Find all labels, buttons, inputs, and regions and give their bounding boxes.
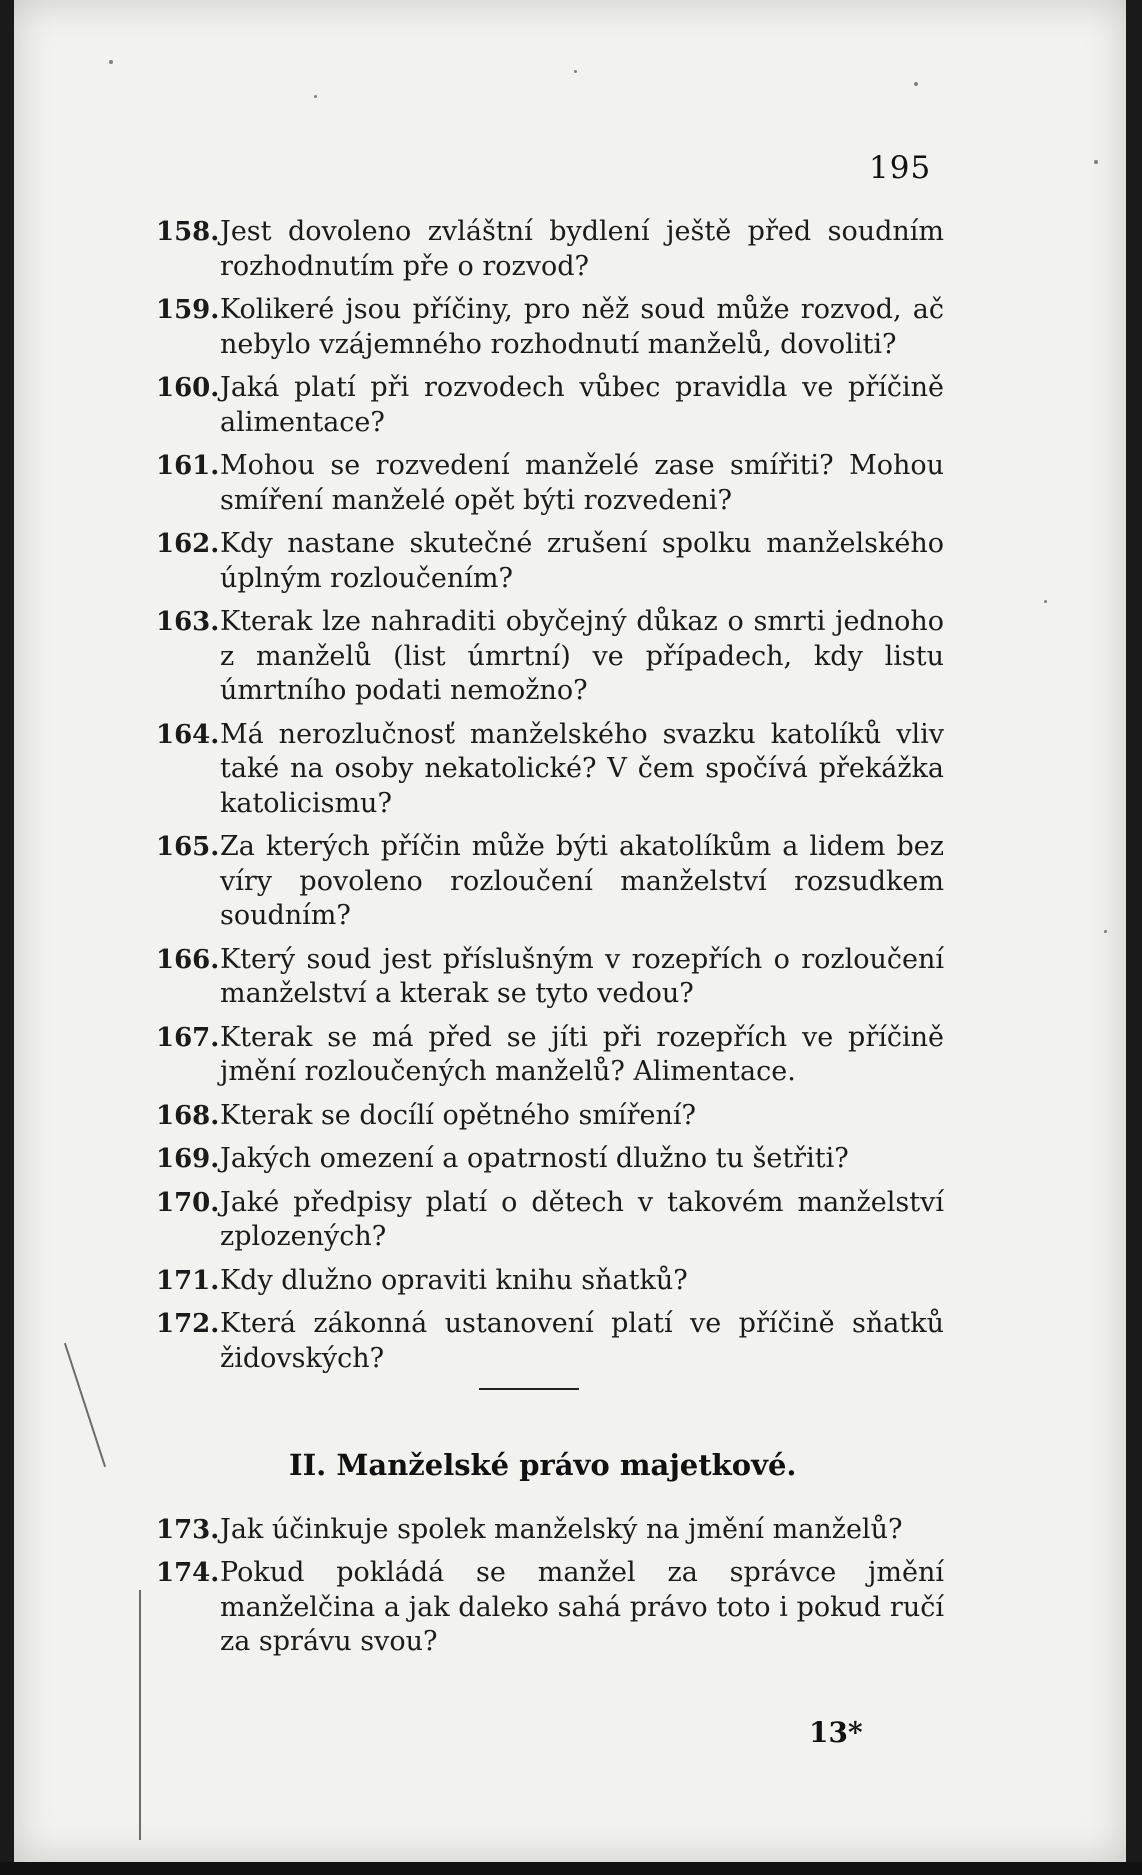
print-speck — [1044, 600, 1047, 603]
question-number: 158. — [156, 217, 220, 247]
section-divider — [479, 1388, 579, 1390]
question-item — [144, 449, 944, 518]
question-number: 169. — [156, 1144, 220, 1174]
margin-pencil-mark — [139, 1590, 141, 1840]
printer-signature-mark: 13* — [809, 1716, 863, 1749]
question-number: 162. — [156, 529, 220, 559]
question-item — [144, 943, 944, 1012]
question-item — [144, 1021, 944, 1090]
question-item — [144, 527, 944, 596]
question-number: 163. — [156, 607, 220, 637]
question-item — [144, 215, 944, 284]
question-text: Má nerozlučnosť manželského svazku katolíků vliv také na osoby nekatolické? V čem spočívá překážka katolicismu? — [220, 718, 944, 819]
question-text: Kolikeré jsou příčiny, pro něž soud může rozvod, ač nebylo vzájemného rozhodnutí manželů, dovoliti? — [220, 294, 944, 360]
print-speck — [1094, 160, 1098, 164]
book-page — [14, 0, 1126, 1862]
print-speck — [914, 82, 918, 86]
question-list — [144, 215, 944, 1669]
question-item — [144, 1099, 944, 1134]
question-text: Která zákonná ustanovení platí ve příčině sňatků židovských? — [220, 1308, 944, 1374]
question-number: 164. — [156, 719, 220, 750]
question-item — [144, 1556, 944, 1660]
question-text: Jaká platí při rozvodech vůbec pravidla ve příčině alimentace? — [220, 372, 944, 438]
question-text: Kterak se má před se jíti při rozepřích ve příčině jmění rozloučených manželů? Alimentace. — [220, 1021, 944, 1087]
question-text: Jakých omezení a opatrností dlužno tu šetřiti? — [220, 1143, 849, 1174]
question-number: 166. — [156, 944, 220, 975]
question-item — [144, 830, 944, 934]
question-item — [144, 1142, 944, 1177]
question-number: 172. — [156, 1309, 220, 1339]
margin-pencil-mark — [64, 1343, 106, 1467]
question-text: Který soud jest příslušným v rozepřích o rozloučení manželství a kterak se tyto vedou? — [220, 943, 944, 1009]
question-item — [144, 1264, 944, 1299]
scan-border — [0, 1862, 1142, 1875]
question-number: 167. — [156, 1022, 220, 1053]
question-text: Kdy nastane skutečné zrušení spolku manželského úplným rozloučením? — [220, 528, 944, 594]
question-item — [144, 1186, 944, 1255]
print-speck — [109, 60, 113, 64]
question-text: Kdy dlužno opraviti knihu sňatků? — [220, 1264, 688, 1296]
question-text: Mohou se rozvedení manželé zase smířiti? Mohou smíření manželé opět býti rozvedeni? — [220, 450, 944, 516]
print-speck — [574, 70, 577, 73]
question-number: 165. — [156, 832, 220, 862]
question-text: Za kterých příčin může býti akatolíkům a lidem bez víry povoleno rozloučení manželství rozsudkem soudním? — [220, 831, 944, 931]
question-number: 160. — [156, 373, 220, 403]
question-number: 174. — [156, 1558, 220, 1588]
question-text: Pokud pokládá se manžel za správce jmění manželčina a jak daleko sahá právo toto i pokud ručí za správu svou? — [220, 1557, 944, 1657]
question-text: Jest dovoleno zvláštní bydlení ještě před soudním rozhodnutím pře o rozvod? — [220, 216, 944, 282]
question-text: Jaké předpisy platí o dětech v takovém manželství zplozených? — [220, 1186, 944, 1252]
question-item — [144, 605, 944, 709]
page-number: 195 — [869, 150, 932, 186]
question-text: Kterak lze nahraditi obyčejný důkaz o smrti jednoho z manželů (list úmrtní) ve případech, kdy listu úmrtního podati nemožno? — [220, 606, 944, 706]
question-number: 170. — [156, 1187, 220, 1218]
question-item — [144, 718, 944, 822]
question-text: Kterak se docílí opětného smíření? — [220, 1099, 696, 1131]
section-heading: II. Manželské právo majetkové. — [289, 1448, 797, 1482]
question-number: 171. — [156, 1265, 220, 1296]
question-item — [144, 293, 944, 362]
question-number: 159. — [156, 295, 220, 325]
question-number: 161. — [156, 451, 220, 481]
question-item — [144, 371, 944, 440]
question-item — [144, 1513, 944, 1548]
question-number: 173. — [156, 1514, 220, 1545]
question-item — [144, 1307, 944, 1376]
question-text: Jak účinkuje spolek manželský na jmění manželů? — [220, 1513, 903, 1545]
print-speck — [314, 95, 317, 98]
print-speck — [1104, 930, 1107, 933]
question-number: 168. — [156, 1100, 220, 1131]
